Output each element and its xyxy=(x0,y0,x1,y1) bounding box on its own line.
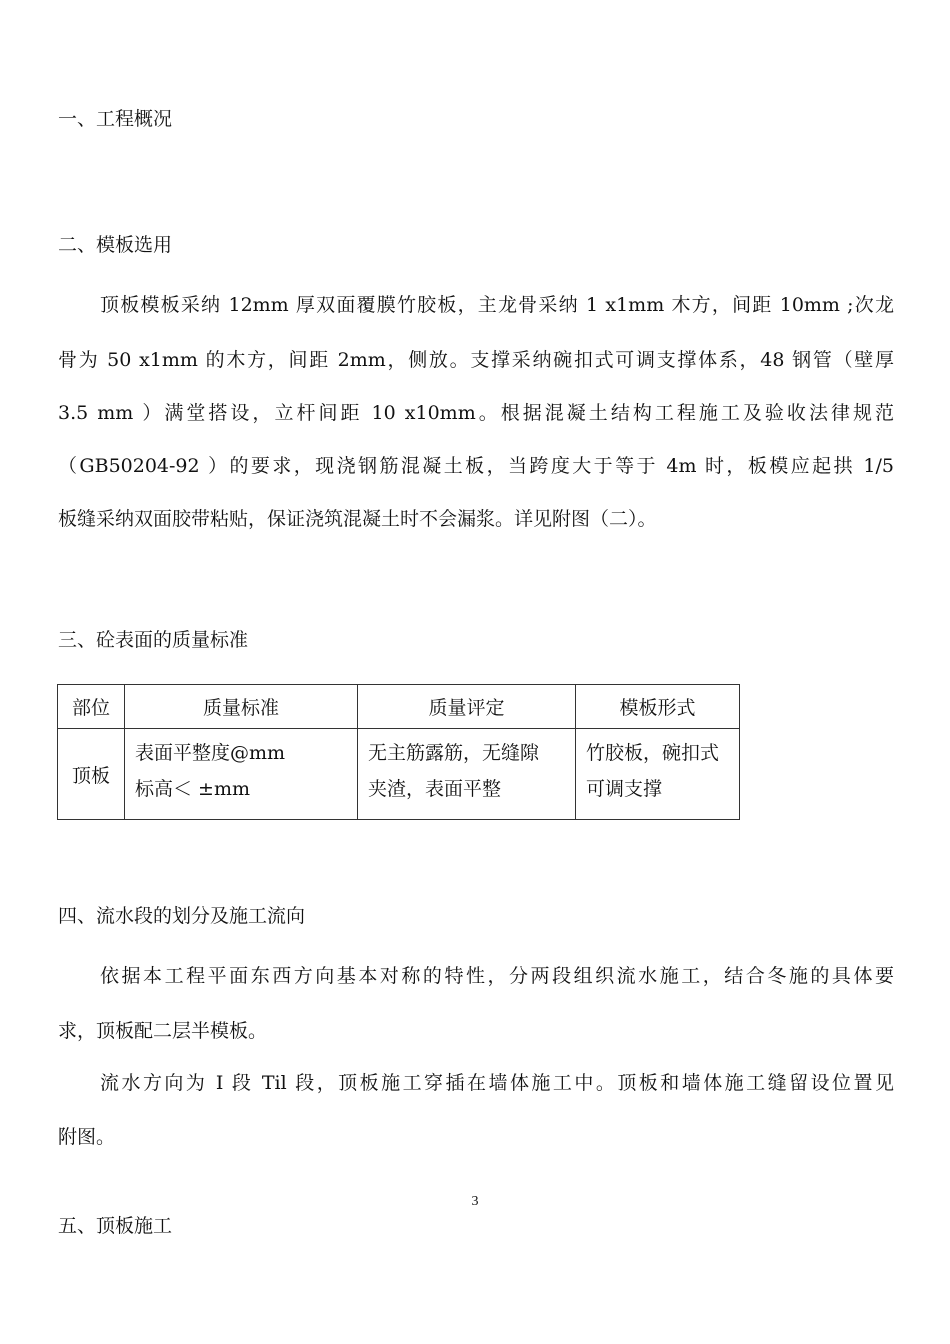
paragraph-line: 求，顶板配二层半模板。 xyxy=(58,1020,268,1042)
paragraph-line: 依据本工程平面东西方向基本对称的特性，分两段组织流水施工，结合冬施的具体要 xyxy=(100,965,894,987)
paragraph-line: 板缝采纳双面胶带粘贴，保证浇筑混凝土时不会漏浆。详见附图（二）。 xyxy=(58,508,657,530)
section-2-title: 二、模板选用 xyxy=(58,234,173,256)
section-5-title: 五、顶板施工 xyxy=(58,1215,173,1237)
quality-standard-table xyxy=(57,684,740,820)
column-header-evaluation: 质量评定 xyxy=(358,685,576,729)
cell-part: 顶板 xyxy=(58,729,125,820)
table-header-row xyxy=(58,685,740,729)
section-3-title: 三、砼表面的质量标准 xyxy=(58,629,249,651)
cell-text-line: 标高＜ ±mm xyxy=(135,778,250,800)
column-header-form: 模板形式 xyxy=(576,685,740,729)
paragraph-line: 3.5 mm ）满堂搭设，立杆间距 10 x10mm。根据混凝土结构工程施工及验收法律规范 xyxy=(58,402,894,424)
section-4-title: 四、流水段的划分及施工流向 xyxy=(58,905,306,927)
column-header-standard: 质量标准 xyxy=(125,685,358,729)
paragraph-line: （GB50204-92 ）的要求，现浇钢筋混凝土板，当跨度大于等于 4m 时，板模应起拱 1/5 xyxy=(58,455,894,477)
cell-text-line: 可调支撑 xyxy=(586,778,663,800)
cell-standard xyxy=(125,729,358,820)
section-1-title: 一、工程概况 xyxy=(58,108,173,130)
cell-text-line: 夹渣，表面平整 xyxy=(368,778,502,800)
cell-text-line: 无主筋露筋，无缝隙 xyxy=(368,742,540,764)
cell-text-line: 表面平整度@mm xyxy=(135,742,286,764)
cell-text-line: 竹胶板，碗扣式 xyxy=(586,742,720,764)
cell-form xyxy=(576,729,740,820)
page-number: 3 xyxy=(471,1194,479,1209)
table-row xyxy=(58,729,740,820)
column-header-part: 部位 xyxy=(58,685,125,729)
paragraph-line: 附图。 xyxy=(58,1126,116,1148)
cell-evaluation xyxy=(358,729,576,820)
paragraph-line: 流水方向为 I 段 Til 段，顶板施工穿插在墙体施工中。顶板和墙体施工缝留设位置见 xyxy=(100,1072,894,1094)
paragraph-line: 顶板模板采纳 12mm 厚双面覆膜竹胶板，主龙骨采纳 1 x1mm 木方，间距 10mm ;次龙 xyxy=(100,294,894,316)
paragraph-line: 骨为 50 x1mm 的木方，间距 2mm，侧放。支撑采纳碗扣式可调支撑体系，48 钢管（壁厚 xyxy=(58,349,894,371)
